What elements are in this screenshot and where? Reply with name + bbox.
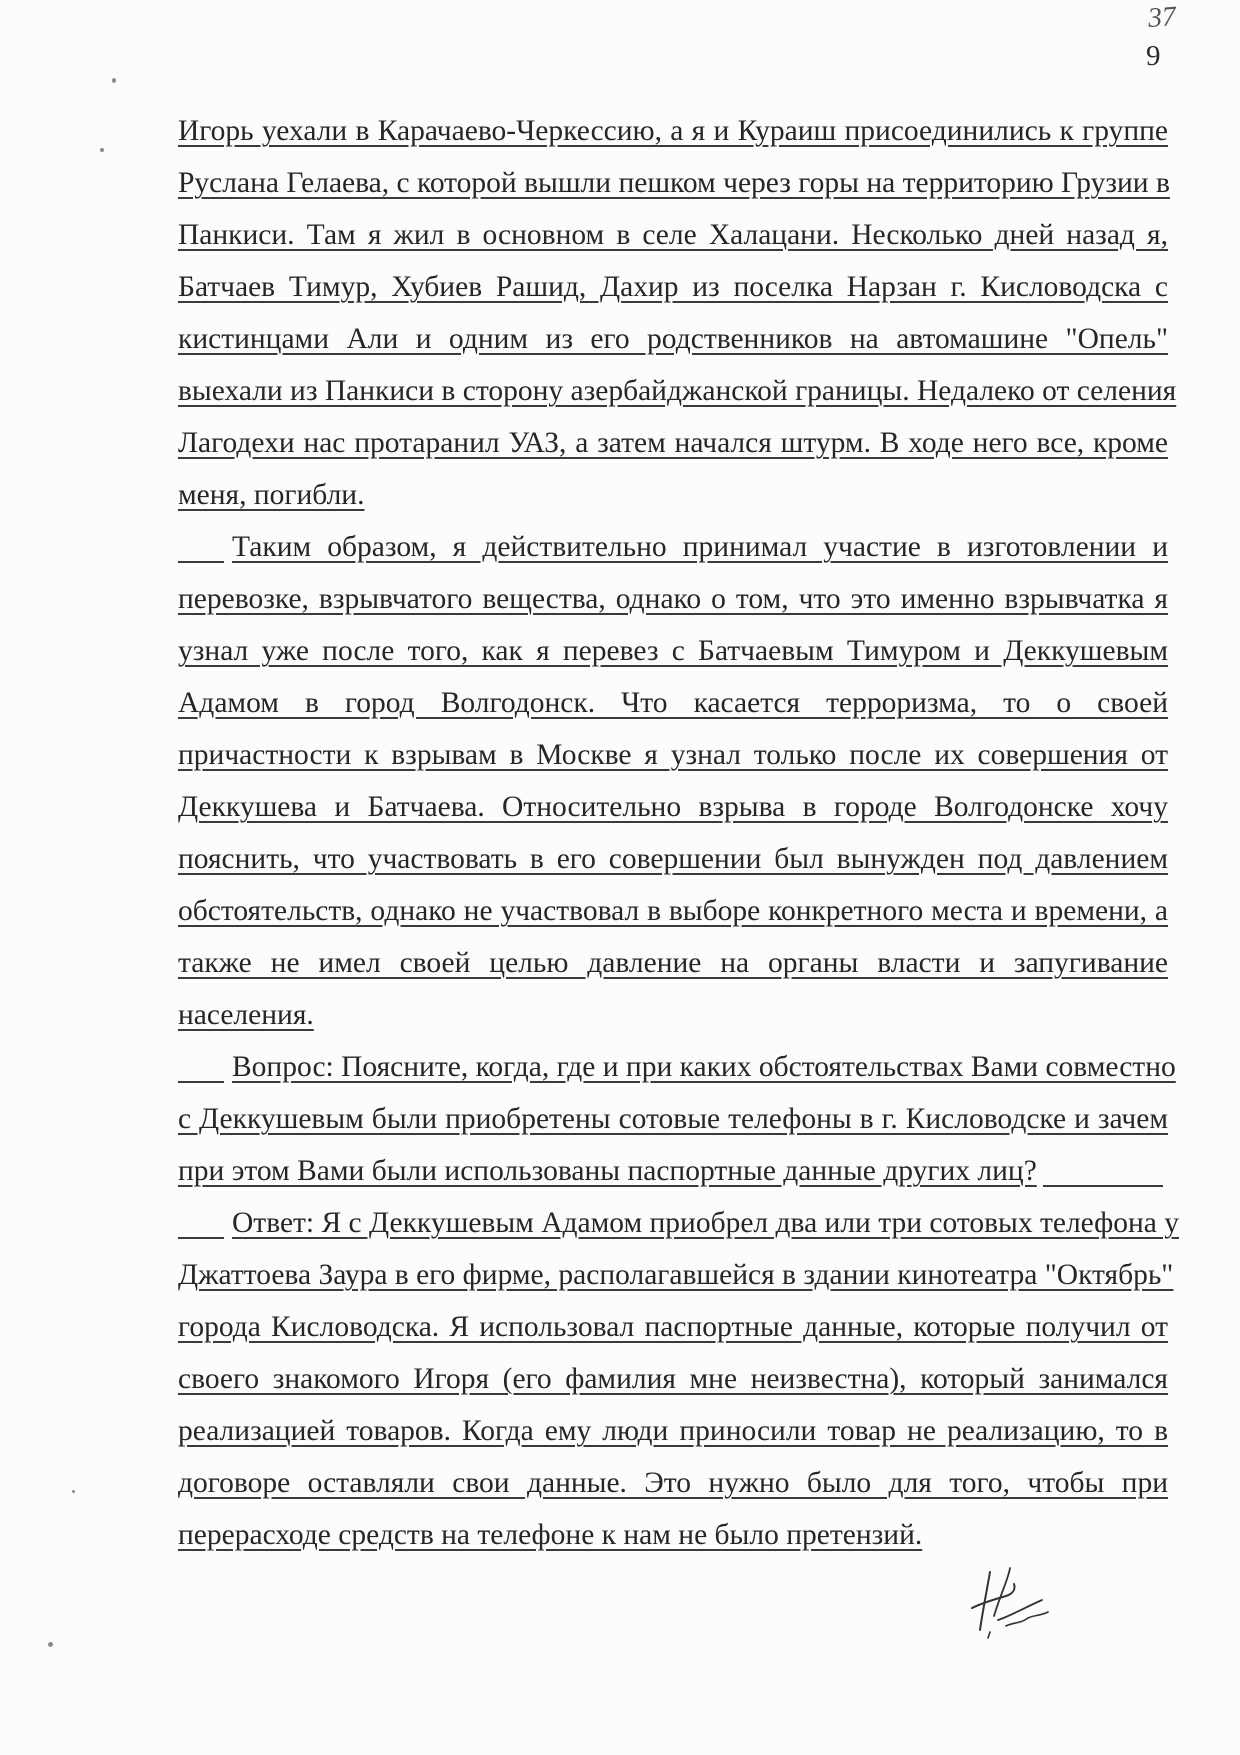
scan-speck <box>72 1490 75 1493</box>
scan-speck <box>112 78 116 83</box>
answer-line: Джаттоева Заура в его фирме, располагавшейся в здании кинотеатра "Октябрь" <box>178 1259 1174 1291</box>
text-line-indented <box>178 521 1168 573</box>
text-line-content: Ответ: Я с Деккушевым Адамом приобрел два или три сотовых телефона у <box>232 1207 1179 1239</box>
text-line: перевозке, взрывчатого вещества, однако о том, что это именно взрывчатка я <box>178 583 1168 615</box>
text-line: обстоятельств, однако не участвовал в выборе конкретного места и времени, а <box>178 895 1168 927</box>
answer-line: города Кисловодска. Я использовал паспортные данные, которые получил от <box>178 1311 1168 1343</box>
indent-rule <box>178 561 224 563</box>
page-number: 9 <box>1146 40 1161 72</box>
indent-rule <box>178 1237 224 1239</box>
text-line-content: Таким образом, я действительно принимал участие в изготовлении и <box>232 531 1168 563</box>
text-line: также не имел своей целью давление на органы власти и запугивание <box>178 947 1168 979</box>
text-line: Лагодехи нас протаранил УАЗ, а затем начался штурм. В ходе него все, кроме <box>178 427 1168 459</box>
protocol-text <box>178 105 1179 1561</box>
scan-speck <box>100 148 104 152</box>
archive-sheet-mark: 37 <box>1146 1 1178 34</box>
trailing-rule <box>1043 1185 1163 1187</box>
text-line: причастности к взрывам в Москве я узнал только после их совершения от <box>178 739 1168 771</box>
answer-line: перерасходе средств на телефоне к нам не было претензий. <box>178 1519 923 1551</box>
indent-rule <box>178 1081 224 1083</box>
text-line: узнал уже после того, как я перевез с Батчаевым Тимуром и Деккушевым <box>178 635 1168 667</box>
question-line-final <box>178 1145 1168 1197</box>
text-line-content: Вопрос: Поясните, когда, где и при каких обстоятельствах Вами совместно <box>232 1051 1176 1083</box>
text-line: Панкиси. Там я жил в основном в селе Халацани. Несколько дней назад я, <box>178 219 1168 251</box>
answer-line-indented <box>178 1197 1179 1249</box>
text-line: пояснить, что участвовать в его совершении был вынужден под давлением <box>178 843 1168 875</box>
text-line-content: при этом Вами были использованы паспортные данные других лиц? <box>178 1155 1037 1187</box>
question-line: с Деккушевым были приобретены сотовые телефоны в г. Кисловодске и зачем <box>178 1103 1168 1135</box>
handwritten-signature <box>950 1560 1060 1640</box>
question-line-indented <box>178 1041 1176 1093</box>
text-line: выехали из Панкиси в сторону азербайджанской границы. Недалеко от селения <box>178 375 1177 407</box>
answer-line: договоре оставляли свои данные. Это нужно было для того, чтобы при <box>178 1467 1168 1499</box>
text-line: Адамом в город Волгодонск. Что касается терроризма, то о своей <box>178 687 1168 719</box>
text-line: меня, погибли. <box>178 479 365 511</box>
scan-speck <box>48 1642 53 1647</box>
text-line: Руслана Гелаева, с которой вышли пешком через горы на территорию Грузии в <box>178 167 1170 199</box>
text-line: Игорь уехали в Карачаево-Черкессию, а я и Кураиш присоединились к группе <box>178 115 1168 147</box>
text-line: населения. <box>178 999 314 1031</box>
answer-line: реализацией товаров. Когда ему люди приносили товар не реализацию, то в <box>178 1415 1168 1447</box>
answer-line: своего знакомого Игоря (его фамилия мне неизвестна), который занимался <box>178 1363 1168 1395</box>
text-line: Деккушева и Батчаева. Относительно взрыва в городе Волгодонске хочу <box>178 791 1168 823</box>
text-line: Батчаев Тимур, Хубиев Рашид, Дахир из поселка Нарзан г. Кисловодска с <box>178 271 1168 303</box>
text-line: кистинцами Али и одним из его родственников на автомашине "Опель" <box>178 323 1168 355</box>
